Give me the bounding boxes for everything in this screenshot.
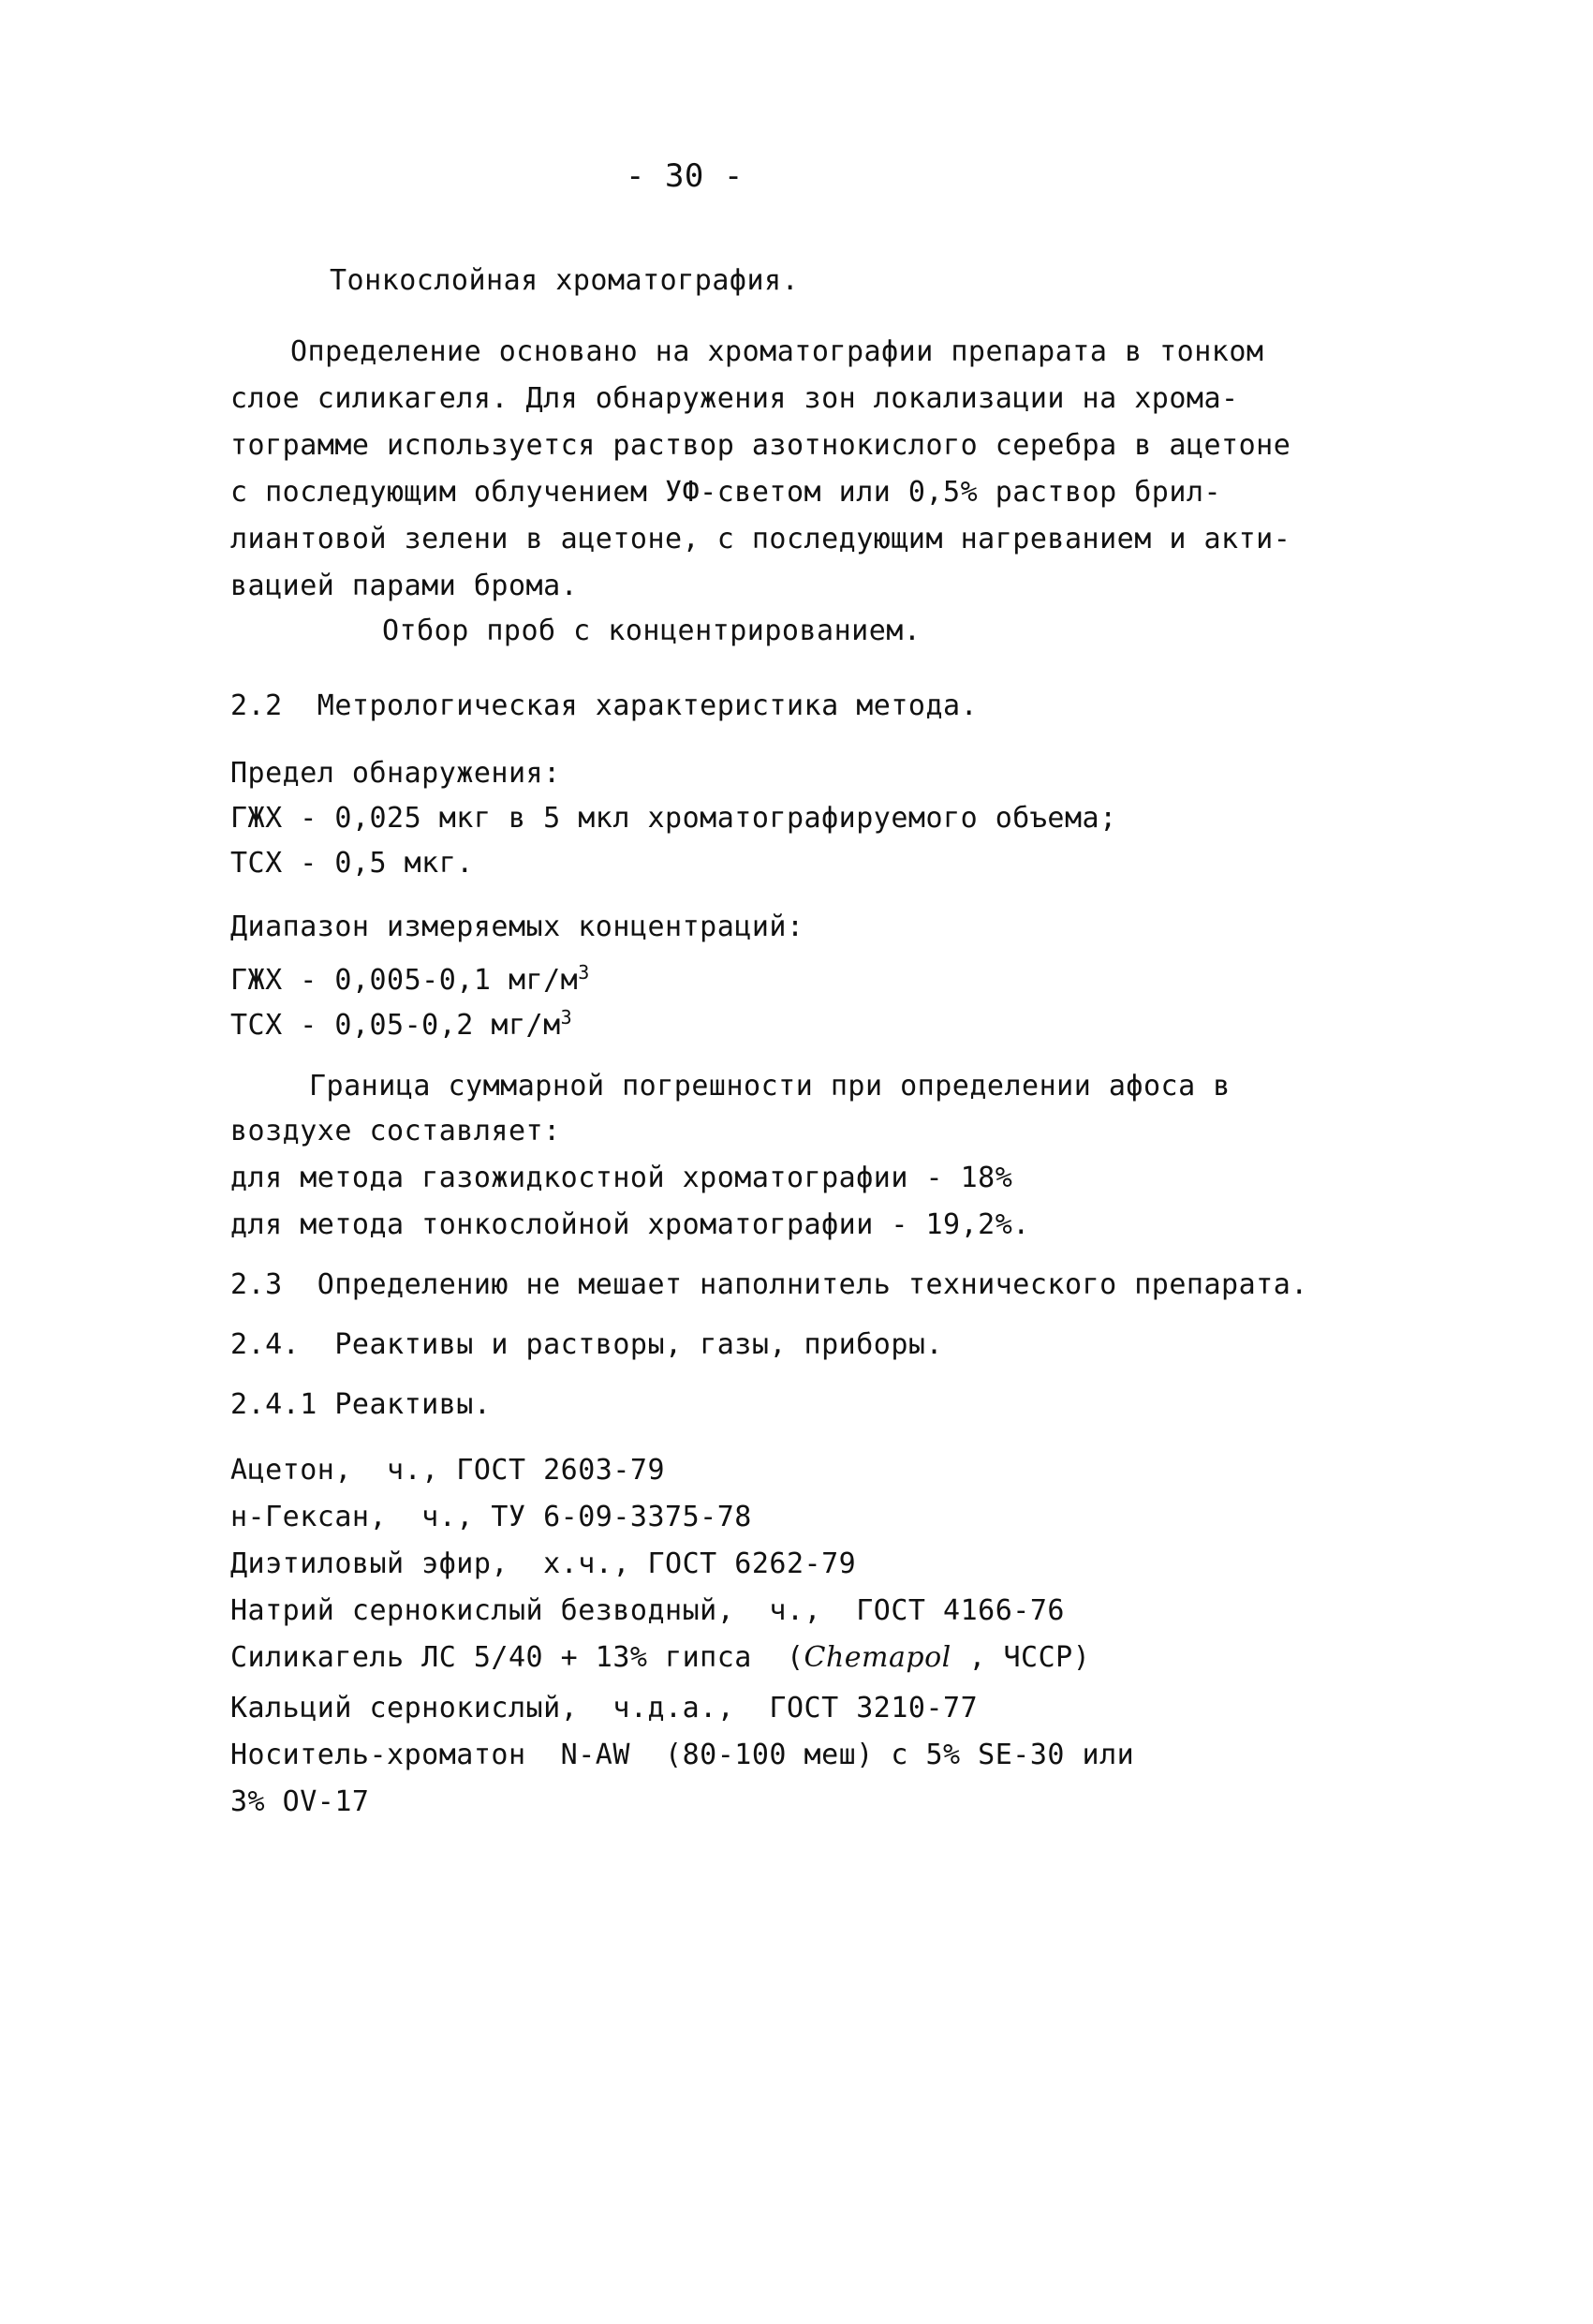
error-line: воздухе составляет: bbox=[230, 1115, 561, 1147]
section-heading-tlc: Тонкослойная хроматография. bbox=[330, 264, 800, 297]
sampling-line: Отбор проб с концентрированием. bbox=[382, 614, 922, 647]
range-label: Диапазон измеряемых концентраций: bbox=[230, 910, 804, 943]
range-gc-text: ГЖХ - 0,005-0,1 мг/м bbox=[230, 964, 579, 997]
silica-prefix: Силикагель ЛС 5/40 + 13% гипса ( bbox=[230, 1641, 804, 1674]
paragraph-line: слое силикагеля. Для обнаружения зон локализации на хрома- bbox=[230, 382, 1239, 415]
section-heading-2-2: 2.2 Метрологическая характеристика метода. bbox=[230, 689, 979, 722]
unit-superscript: 3 bbox=[578, 961, 590, 984]
detection-limit-tlc: ТСХ - 0,5 мкг. bbox=[230, 847, 474, 880]
unit-superscript: 3 bbox=[560, 1006, 573, 1029]
range-tlc-text: ТСХ - 0,05-0,2 мг/м bbox=[230, 1009, 561, 1042]
subheading-2-4-1: 2.4.1 Реактивы. bbox=[230, 1388, 492, 1421]
range-tlc bbox=[230, 1000, 572, 1043]
error-line: Граница суммарной погрешности при определении афоса в bbox=[309, 1070, 1231, 1103]
carrier-line-2: 3% OV-17 bbox=[230, 1785, 370, 1818]
paragraph-line: тограмме используется раствор азотнокислого серебра в ацетоне bbox=[230, 429, 1291, 462]
error-line: для метода газожидкостной хроматографии - 18% bbox=[230, 1162, 1013, 1194]
detection-limit-gc: ГЖХ - 0,025 мкг в 5 мкл хроматографируемого объема; bbox=[230, 802, 1117, 835]
paragraph-line: Определение основано на хроматографии препарата в тонком bbox=[290, 335, 1264, 368]
paragraph-line: с последующим облучением УФ-светом или 0,5% раствор брил- bbox=[230, 476, 1222, 509]
range-gc bbox=[230, 955, 590, 998]
section-2-3: 2.3 Определению не мешает наполнитель технического препарата. bbox=[230, 1268, 1308, 1301]
paragraph-line: лиантовой зелени в ацетоне, с последующим нагреванием и акти- bbox=[230, 523, 1291, 555]
silica-suffix: , ЧССР) bbox=[951, 1641, 1091, 1674]
reagent-item: Ацетон, ч., ГОСТ 2603-79 bbox=[230, 1454, 666, 1487]
reagent-item: Натрий сернокислый безводный, ч., ГОСТ 4166-76 bbox=[230, 1594, 1065, 1627]
paragraph-line: вацией парами брома. bbox=[230, 570, 579, 602]
section-heading-2-4: 2.4. Реактивы и растворы, газы, приборы. bbox=[230, 1328, 944, 1361]
reagent-item: Диэтиловый эфир, х.ч., ГОСТ 6262-79 bbox=[230, 1547, 857, 1580]
carrier-line: Носитель-хроматон N-AW (80-100 меш) с 5% SE-30 или bbox=[230, 1739, 1135, 1771]
detection-limit-label: Предел обнаружения: bbox=[230, 757, 561, 790]
silica-brand: Chemapol bbox=[804, 1641, 951, 1674]
reagent-item-silica bbox=[230, 1641, 1090, 1675]
reagent-item: н-Гексан, ч., ТУ 6-09-3375-78 bbox=[230, 1501, 752, 1533]
page-number: - 30 - bbox=[626, 157, 744, 195]
error-line: для метода тонкослойной хроматографии - 19,2%. bbox=[230, 1208, 1030, 1241]
reagent-item: Кальций сернокислый, ч.д.а., ГОСТ 3210-77 bbox=[230, 1692, 979, 1724]
